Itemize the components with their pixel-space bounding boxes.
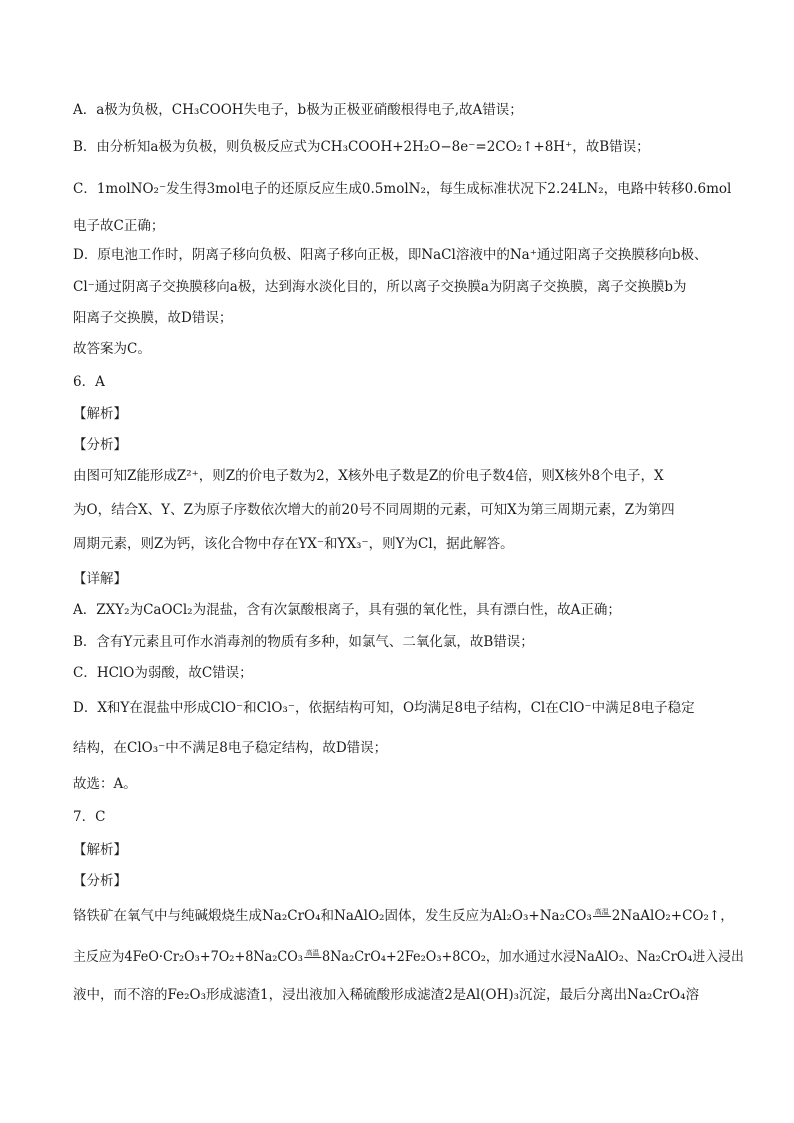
- answer-line-6: 故选：A。: [73, 776, 137, 792]
- analysis-6-line-3: 周期元素，则Z为钙，该化合物中存在YX⁻和YX₃⁻，则Y为Cl，据此解答。: [73, 536, 514, 552]
- answer-line-5: 故答案为C。: [73, 341, 151, 357]
- option-a-line: A．a极为负极，CH₃COOH失电子，b极为正极亚硝酸根得电子,故A错误；: [73, 102, 523, 118]
- analysis-7-line-1-part-b: 2NaAlO₂+CO₂↑，: [611, 908, 734, 924]
- analysis-7-line-1: [73, 906, 734, 926]
- analysis-6-line-2: 为O，结合X、Y、Z为原子序数依次增大的前20号不同周期的元素，可知X为第三周期元素，Z为第四: [73, 502, 675, 518]
- analysis-7-line-1-part-a: 铬铁矿在氧气中与纯碱煅烧生成Na₂CrO₄和NaAlO₂固体，发生反应为Al₂O₃+Na₂CO₃: [73, 908, 592, 924]
- option-d-line-2: Cl⁻通过阴离子交换膜移向a极，达到海水淡化目的，所以离子交换膜a为阴离子交换膜，离子交换膜b为: [73, 279, 687, 295]
- xiangjie-heading-6: 【详解】: [73, 571, 127, 587]
- detail-6-c: C．HClO为弱酸，故C错误；: [73, 665, 253, 681]
- question-6-answer: 6．A: [73, 374, 105, 390]
- detail-6-b: B．含有Y元素且可作水消毒剂的物质有多种，如氯气、二氧化氯，故B错误；: [73, 634, 534, 650]
- analysis-7-line-3: 液中，而不溶的Fe₂O₃形成滤渣1，浸出液加入稀硫酸形成滤渣2是Al(OH)₃沉淀，最后分离出Na₂CrO₄溶: [73, 987, 700, 1003]
- fenxi-heading-7: 【分析】: [73, 873, 127, 889]
- analysis-7-line-2-part-a: 主反应为4FeO·Cr₂O₃+7O₂+8Na₂CO₃: [73, 949, 303, 965]
- question-7-answer: 7．C: [73, 809, 106, 825]
- fenxi-heading-6: 【分析】: [73, 437, 127, 453]
- detail-6-a: A．ZXY₂为CaOCl₂为混盐，含有次氯酸根离子，具有强的氧化性，具有漂白性，故A正确；: [73, 602, 621, 618]
- heat-condition-mark: 高温: [305, 949, 320, 957]
- analysis-7-line-2-part-b: 8Na₂CrO₄+2Fe₂O₃+8CO₂，加水通过水浸NaAlO₂、Na₂CrO₄进入浸出: [321, 949, 744, 965]
- detail-6-d-line-1: D．X和Y在混盐中形成ClO⁻和ClO₃⁻，依据结构可知，O均满足8电子结构，Cl在ClO⁻中满足8电子稳定: [73, 700, 695, 716]
- analysis-7-line-2: [73, 947, 744, 967]
- heat-condition-mark: 高温: [594, 908, 609, 916]
- option-b-line: B．由分析知a极为负极，则负极反应式为CH₃COOH+2H₂O−8e⁻=2CO₂↑+8H⁺，故B错误；: [73, 139, 650, 155]
- option-c-line-2: 电子故C正确；: [73, 218, 165, 234]
- detail-6-d-line-2: 结构，在ClO₃⁻中不满足8电子稳定结构，故D错误；: [73, 740, 388, 756]
- jiexi-heading-6: 【解析】: [73, 406, 127, 422]
- option-d-line-1: D．原电池工作时，阴离子移向负极、阳离子移向正极，即NaCl溶液中的Na⁺通过阳离子交换膜移向b极、: [73, 247, 708, 263]
- jiexi-heading-7: 【解析】: [73, 842, 127, 858]
- option-c-line-1: C．1molNO₂⁻发生得3mol电子的还原反应生成0.5molN₂，每生成标准状况下2.24LN₂，电路中转移0.6mol: [73, 181, 732, 197]
- analysis-6-line-1: 由图可知Z能形成Z²⁺，则Z的价电子数为2，X核外电子数是Z的价电子数4倍，则X核外8个电子，X: [73, 468, 664, 484]
- option-d-line-3: 阳离子交换膜，故D错误；: [73, 310, 233, 326]
